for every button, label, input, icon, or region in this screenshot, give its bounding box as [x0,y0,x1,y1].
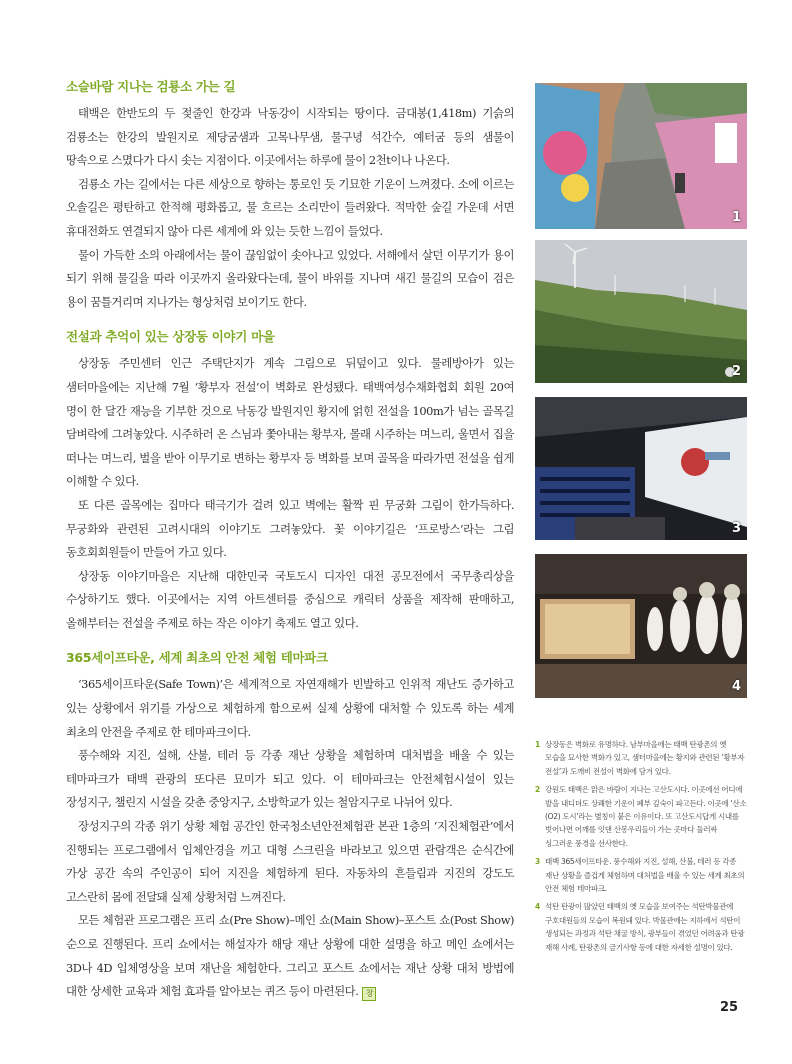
paragraph-text: 모든 체험관 프로그램은 프리 쇼(Pre Show)–메인 쇼(Main Show)–포스트 쇼(Post Show) 순으로 진행된다. 프리 쇼에서는 해설자가 해당 재난 상황에 대한 설명을 하고 메인 쇼에서는 3D나 4D 입체영상을 보며 재난을 체험한다. 그리고 포스트 쇼에서는 재난 상황 대처 방법에 대한 상세한 교육과 체험 효과를 알아보는 퀴즈 등이 마련된다. [66,913,514,999]
theater-icon [535,397,747,540]
caption-item [535,783,747,850]
caption-item [535,900,747,954]
section-title-geomryongso: 소슬바람 지나는 검룡소 가는 길 [66,79,236,94]
paragraph: 태백은 한반도의 두 젖줄인 한강과 낙동강이 시작되는 땅이다. 금대봉(1,418m) 기슭의 검룡소는 한강의 발원지로 제당굼샘과 고목나무샘, 물구녕 석간수, 예터굼 등의 샘물이 땅속으로 스몄다가 다시 솟는 지점이다. 이곳에서는 하루에 물이 2천t이나 나온다. [66,106,514,168]
caption-item [535,855,747,895]
paragraph: ‘365세이프타운(Safe Town)’은 세계적으로 자연재해가 빈발하고 인위적 재난도 증가하고 있는 상황에서 위기를 가상으로 체험하게 함으로써 실제 상황에 대처할 수 있도록 하는 세계 최초의 안전을 주제로 한 테마파크이다. [66,677,514,739]
caption-text: 상장동은 벽화로 유명하다. 남부마을에는 태백 탄광촌의 옛 모습을 묘사한 벽화가 있고, 샘터마을에는 황지와 관련된 ‘황부자 전설’과 도깨비 전설이 벽화에 담겨 있다. [545,740,745,776]
caption-text: 강원도 태백은 맑은 바람이 지나는 고산도시다. 이곳에선 어디에 발을 내디뎌도 상쾌한 기운이 폐부 깊숙이 파고든다. 이곳에 ‘산소(O2) 도시’라는 별칭이 붙은 이유이다. 또 고산도시답게 시내를 벗어나면 어깨를 잇댄 산봉우리들이 가는 곳마다 둘러싸 싱그러운 풍경을 선사한다. [545,785,747,848]
photo-number: 1 [731,210,741,225]
paragraph: 상장동 이야기마을은 지난해 대한민국 국토도시 디자인 대전 공모전에서 국무총리상을 수상하기도 했다. 이곳에서는 지역 아트센터를 중심으로 캐릭터 상품을 제작해 판매하고, 올해부터는 전설을 주제로 하는 작은 이야기 축제도 열고 있다. [66,568,514,630]
page-number: 25 [720,1000,739,1015]
paragraph: 풍수해와 지진, 설해, 산불, 테러 등 각종 재난 상황을 체험하며 대처법을 배울 수 있는 테마파크가 태백 관광의 또다른 묘미가 되고 있다. 이 테마파크는 안전체험시설이 있는 장성지구, 챌린지 시설을 갖춘 중앙지구, 소방학교가 있는 철암지구로 나뉘어 있다. [66,748,514,810]
photo-number: 3 [731,521,741,536]
paragraph: 물이 가득한 소의 아래에서는 물이 끊임없이 솟아나고 있었다. 서해에서 살던 이무기가 용이 되기 위해 물길을 따라 이곳까지 올라왔다는데, 물이 바위를 지나며 새긴 물길의 모습이 검은 용이 꿈틀거리며 지나가는 형상처럼 보이기도 한다. [66,247,514,309]
photo-captions [535,738,747,959]
article-body [66,78,514,1004]
photo-wind-turbines [535,240,747,383]
coal-museum-icon [535,554,747,698]
section-title-safe-town: 365세이프타운, 세계 최초의 안전 체험 테마파크 [66,650,328,666]
paragraph: 장성지구의 각종 위기 상황 체험 공간인 한국청소년안전체험관 본관 1층의 ‘지진체험관’에서 진행되는 프로그램에서 입체안경을 끼고 대형 스크린을 바라보고 있으면 관람객은 순식간에 가상 공간 속의 주인공이 되어 지진을 체험하게 된다. 자동차의 흔들림과 지진의 강도도 고스란히 몸에 전달돼 실제 상황처럼 느껴진다. [66,819,514,904]
paragraph: 상장동 주민센터 인근 주택단지가 계속 그림으로 뒤덮이고 있다. 물레방아가 있는 샘터마을에는 지난해 7월 ‘황부자 전설’이 벽화로 완성됐다. 태백여성수채화협회 회원 20여 명이 한 달간 재능을 기부한 것으로 낙동강 발원지인 황지에 얽힌 전설을 100m가 넘는 골목길 담벼락에 그려놓았다. 시주하러 온 스님과 쫓아내는 황부자, 몰래 시주하는 며느리, 울면서 집을 떠나는 며느리, 벌을 받아 이무기로 변하는 황부자 등 벽화를 보며 골목을 따라가면 전설을 쉽게 이해할 수 있다. [66,356,514,489]
section-title-sangjang-village: 전설과 추억이 있는 상장동 이야기 마을 [66,329,275,345]
photo-theater [535,397,747,540]
caption-text: 석탄 탄광이 많았던 태백의 옛 모습을 보여주는 석탄박물관에 구호대원들의 모습이 복원돼 있다. 박물관에는 지하에서 석탄이 생성되는 과정과 석탄 채굴 방식, 광부들이 겪었던 어려움과 탄광 재해 사례, 탄광촌의 금기사항 등에 대한 자세한 설명이 있다. [545,902,745,952]
photo-number: 4 [731,679,741,694]
end-mark-icon: 창 [362,987,376,1001]
caption-number: 2 [535,785,540,795]
caption-item [535,738,747,778]
caption-number: 4 [535,902,540,912]
mural-alley-icon [535,83,747,229]
caption-text: 태백 365세이프타운. 풍수해와 지진, 설해, 산불, 테러 등 각종 재난 상황을 즐겁게 체험하며 대처법을 배울 수 있는 세계 최초의 안전 체험 테마파크. [545,857,745,894]
photo-mural-alley [535,83,747,229]
paragraph: 검룡소 가는 길에서는 다른 세상으로 향하는 통로인 듯 기묘한 기운이 느껴졌다. 소에 이르는 오솔길은 평탄하고 한적해 평화롭고, 물 흐르는 소리만이 들려왔다. 적막한 숲길 가운데 서면 휴대전화도 연결되지 않아 다른 세계에 와 있는 듯한 느낌이 들었다. [66,176,514,238]
caption-number: 3 [535,857,540,867]
photo-number: 2 [731,364,741,379]
paragraph-last [66,909,514,1003]
paragraph: 또 다른 골목에는 집마다 태극기가 걸려 있고 벽에는 활짝 핀 무궁화 그림이 한가득하다. 무궁화와 관련된 고려시대의 이야기도 그려놓았다. 꽃 이야기길은 ‘프로방스’라는 그림 동호회회원들이 만들어 가고 있다. [66,497,514,560]
photo-coal-museum [535,554,747,698]
wind-turbine-icon [535,240,747,383]
caption-number: 1 [535,740,540,749]
